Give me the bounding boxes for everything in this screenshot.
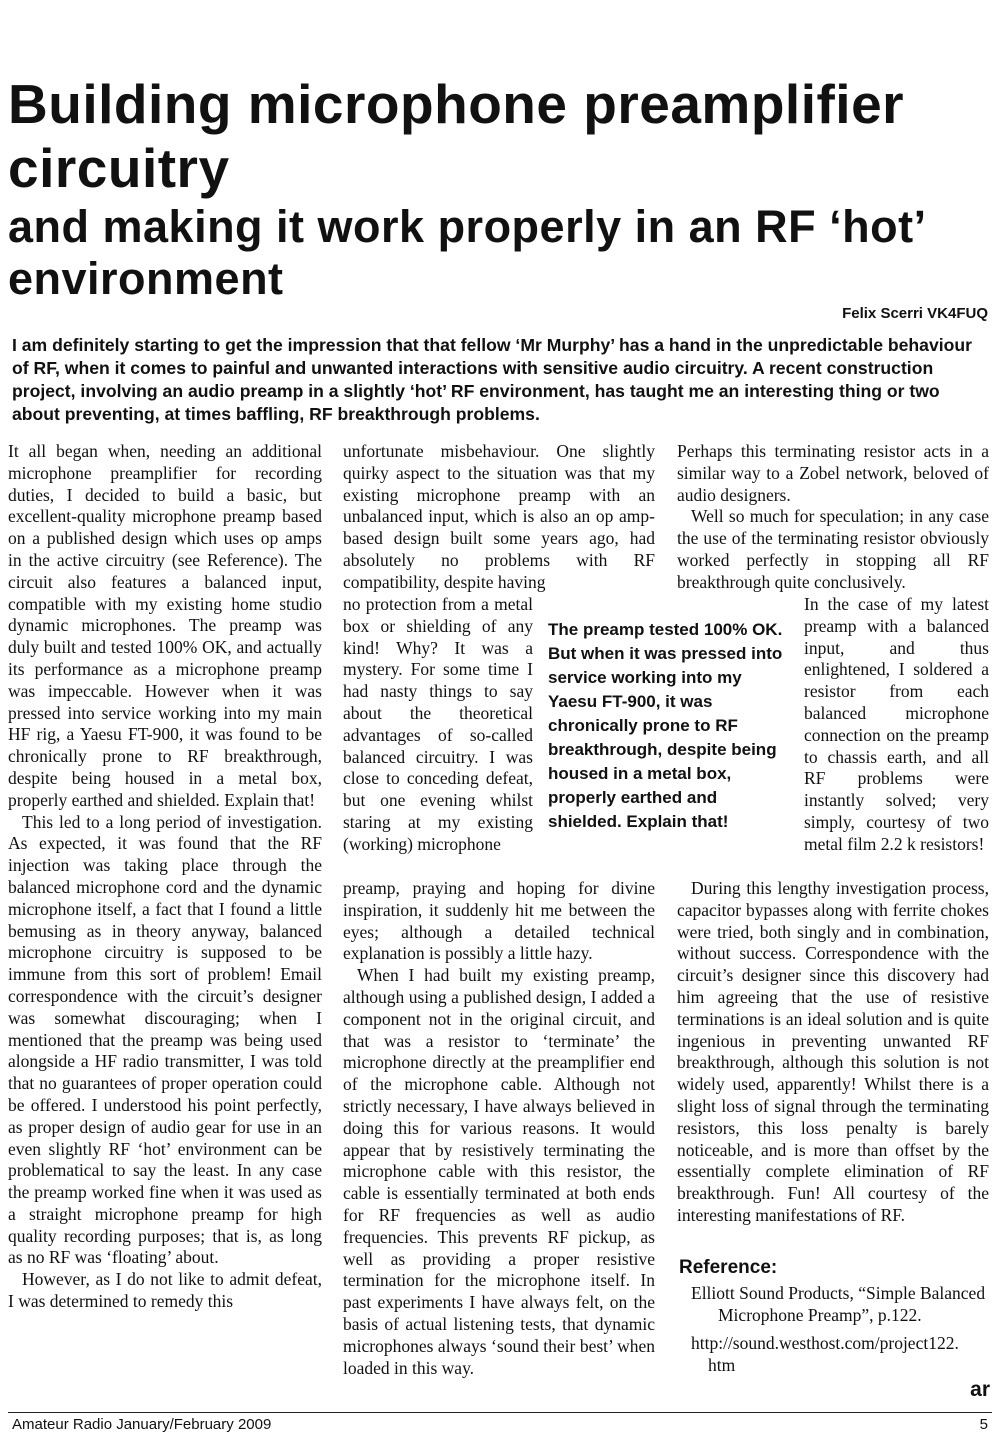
footer-divider bbox=[8, 1412, 992, 1413]
paragraph: unfortunate misbehaviour. One slightly quirky aspect to the situation was that my existing microphone preamp with an unbalanced input, which is also an op amp-based design built some years ago, had absolutely no problems with RF compatibility, despite having bbox=[343, 441, 655, 592]
reference-citation: Elliott Sound Products, “Simple Balanced bbox=[691, 1283, 986, 1303]
paragraph: Well so much for speculation; in any case the use of the terminating resistor obviously worked perfectly in stopping all RF breakthrough quite conclusively. bbox=[677, 506, 989, 592]
body-column-2-bottom bbox=[343, 878, 655, 1379]
article-title: Building microphone preamplifier circuitry bbox=[8, 73, 905, 199]
body-column-3-middle bbox=[804, 594, 989, 856]
reference-url[interactable]: http://sound.westhost.com/project122. bbox=[691, 1333, 959, 1353]
page-number: 5 bbox=[979, 1416, 988, 1433]
paragraph: When I had built my existing preamp, although using a published design, I added a component not in the original circuit, and that was a resistor to ‘terminate’ the microphone directly at the preamplifier end of the microphone cable. Although not strictly necessary, I have always believed in doing this for various reasons. It would appear that by resistively terminating the microphone cable with this resistor, the cable is essentially terminated at both ends for RF frequencies as well as audio frequencies. This prevents RF pickup, as well as providing a proper resistive termination for the microphone itself. In past experiments I have always felt, on the basis of actual listening tests, that dynamic microphones always ‘sound their best’ when loaded in this way. bbox=[343, 965, 655, 1378]
reference-citation-cont: Microphone Preamp”, p.122. bbox=[718, 1305, 922, 1325]
end-mark: ar bbox=[970, 1378, 990, 1401]
body-column-1 bbox=[8, 441, 322, 1313]
standfirst: I am definitely starting to get the impression that that fellow ‘Mr Murphy’ has a hand in the unpredictable behaviour of RF, when it comes to painful and unwanted interactions with sensitive audio circuitry. A recent construction project, involving an audio preamp in a slightly ‘hot’ RF environment, has taught me an interesting thing or two about preventing, at times baffling, RF breakthrough problems. bbox=[12, 335, 972, 424]
reference-url-cont[interactable]: htm bbox=[708, 1355, 736, 1375]
paragraph: Perhaps this terminating resistor acts in a similar way to a Zobel network, beloved of audio designers. bbox=[677, 441, 989, 505]
paragraph: However, as I do not like to admit defeat, I was determined to remedy this bbox=[8, 1269, 322, 1312]
reference-heading: Reference: bbox=[679, 1257, 778, 1278]
paragraph: This led to a long period of investigation. As expected, it was found that the RF injection was taking place through the balanced microphone cord and the dynamic microphone itself, a fact that I found a little bemusing as in theory anyway, balanced microphone circuitry is supposed to be immune from this sort of problem! Email correspondence with the circuit’s designer was somewhat discouraging; when I mentioned that the preamp was being used alongside a HF radio transmitter, I was told that no guarantees of proper operation could be offered. I understood his point perfectly, as proper design of audio gear for use in an even slightly RF ‘hot’ environment can be problematical to say the least. In any case the preamp worked fine when it was used as a straight microphone preamp for high quality recording purposes; that is, as long as no RF was ‘floating’ about. bbox=[8, 811, 322, 1268]
paragraph: It all began when, needing an additional microphone preamplifier for recording duties, I decided to build a basic, but excellent-quality microphone preamp based on a published design which uses op amps in the active circuitry (see Reference). The circuit also features a balanced input, compatible with my existing home studio dynamic microphones. The preamp was duly built and tested 100% OK, and actually its performance as a microphone preamp was impeccable. However when it was pressed into service working into my main HF rig, a Yaesu FT-900, it was found to be chronically prone to RF breakthrough, despite being housed in a metal box, properly earthed and shielded. Explain that! bbox=[8, 441, 322, 810]
body-column-3-bottom bbox=[677, 878, 989, 1227]
pull-quote: The preamp tested 100% OK. But when it was pressed into service working into my Yaesu FT-900, it was chronically prone to RF breakthrough, despite being housed in a metal box, properly earthed and shielded. Explain that! bbox=[548, 620, 783, 831]
body-column-2-middle bbox=[343, 594, 533, 856]
author-byline: Felix Scerri VK4FUQ bbox=[842, 305, 988, 322]
paragraph: preamp, praying and hoping for divine inspiration, it suddenly hit me between the eyes; although a detailed technical explanation is possibly a little hazy. bbox=[343, 878, 655, 964]
reference-list bbox=[691, 1282, 989, 1376]
article-subtitle: and making it work properly in an RF ‘hot’ environment bbox=[8, 201, 925, 304]
paragraph: During this lengthy investigation process, capacitor bypasses along with ferrite chokes were tried, both singly and in combination, without success. Correspondence with the circuit’s designer since this discovery had him agreeing that the use of resistive terminations is an ideal solution and is quite ingenious in preventing unwanted RF breakthrough, although this solution is not widely used, apparently! Whilst there is a slight loss of signal through the terminating resistors, this loss penalty is barely noticeable, and is more than offset by the essentially complete elimination of RF breakthrough. Fun! All courtesy of the interesting manifestations of RF. bbox=[677, 878, 989, 1225]
body-column-2-top bbox=[343, 441, 655, 594]
paragraph: no protection from a metal box or shielding of any kind! Why? It was a mystery. For some time I had nasty things to say about the theoretical advantages of so-called balanced circuitry. I was close to conceding defeat, but one evening whilst staring at my existing (working) microphone bbox=[343, 594, 533, 854]
footer-publication: Amateur Radio January/February 2009 bbox=[12, 1416, 272, 1433]
body-column-3-top bbox=[677, 441, 989, 594]
paragraph: In the case of my latest preamp with a balanced input, and thus enlightened, I soldered a resistor from each balanced microphone connection on the preamp to chassis earth, and all RF problems were instantly solved; very simply, courtesy of two metal film 2.2 k resistors! bbox=[804, 594, 989, 854]
